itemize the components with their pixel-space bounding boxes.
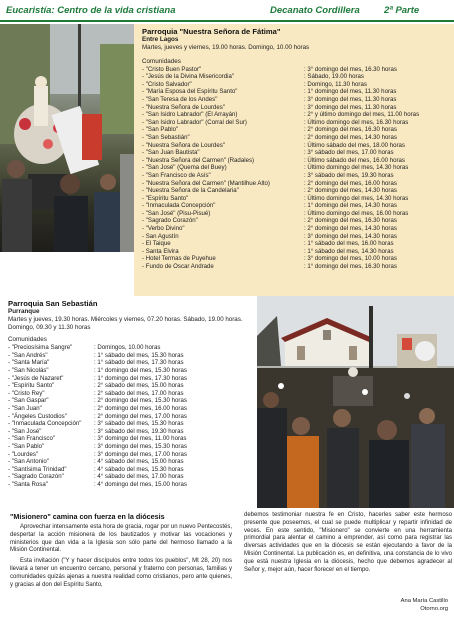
community-row (142, 88, 448, 96)
community-row (8, 420, 251, 428)
community-row (142, 66, 448, 74)
community-row (8, 413, 251, 421)
community-name: - "San Gaspar" (8, 397, 49, 405)
community-schedule: : 4° sábado del mes, 17.00 horas (94, 473, 184, 481)
community-row (8, 451, 251, 459)
community-schedule: : 2° domingo del mes, 14.30 horas (304, 187, 397, 195)
community-name: - "San Andrés" (8, 351, 48, 359)
community-row (142, 240, 448, 248)
community-name: - "Nuestra Señora del Carmen" (Mantilhue Alto) (142, 179, 270, 187)
community-schedule: : 1° sábado del mes, 15.30 horas (94, 351, 184, 359)
community-name: - "Espíritu Santo" (8, 382, 55, 390)
community-schedule: : 1° domingo del mes, 16.30 horas (304, 263, 397, 271)
community-name: - "San José" (Quema del Buey) (142, 164, 227, 172)
community-schedule: : 2° domingo del mes, 16.30 horas (304, 126, 397, 134)
community-schedule: : 2° y último domingo del mes, 11.00 horas (304, 111, 420, 119)
community-row (8, 435, 251, 443)
community-row (142, 157, 448, 165)
community-schedule: : 2° sábado del mes, 15.00 horas (94, 382, 184, 390)
community-schedule: : 4° sábado del mes, 15.30 horas (94, 465, 184, 473)
community-name: - "Ángeles Custodios" (8, 412, 67, 420)
community-row (8, 443, 251, 451)
community-row (8, 473, 251, 481)
article-misionero (0, 508, 454, 626)
community-schedule: : 3° sábado del mes, 19.30 horas (94, 427, 184, 435)
article-right-column (244, 512, 452, 577)
community-row (8, 481, 251, 489)
parish-san-sebastian-communities-list (8, 344, 251, 488)
community-row (142, 187, 448, 195)
community-row (142, 164, 448, 172)
community-row (8, 375, 251, 383)
community-row (142, 225, 448, 233)
community-schedule: : 3° sábado del mes, 19.30 horas (304, 171, 394, 179)
community-name: - San Agustín (142, 232, 179, 240)
parish-fatima-box (134, 24, 454, 296)
community-name: - "San Isidro Labrador" (El Arrayán) (142, 111, 238, 119)
community-name: - "Sagrado Corazón" (142, 217, 198, 225)
community-schedule: : 2° domingo del mes, 15.30 horas (94, 397, 187, 405)
header-rule (0, 20, 454, 22)
community-name: - "San Francisco de Asís" (142, 171, 211, 179)
community-name: - "San José" (8, 427, 42, 435)
community-name: - Hotel Termas de Puyehue (142, 255, 216, 263)
community-schedule: : 2° domingo del mes, 16.00 horas (94, 404, 187, 412)
community-schedule: : 3° domingo del mes, 17.00 horas (94, 450, 187, 458)
community-name: - "San Nicolás" (8, 366, 49, 374)
community-name: - "Nuestra Señora de Lourdes" (142, 103, 225, 111)
community-schedule: : 1° sábado del mes, 14.30 horas (304, 247, 394, 255)
community-schedule: : 3° sábado del mes, 17.00 horas (304, 149, 394, 157)
community-name: - Santa Elvira (142, 247, 179, 255)
community-row (142, 119, 448, 127)
community-schedule: : 1° domingo del mes, 15.30 horas (94, 366, 187, 374)
community-row (8, 405, 251, 413)
community-schedule: : 3° domingo del mes, 14.30 horas (304, 232, 397, 240)
community-schedule: : 2° sábado del mes, 17.00 horas (94, 389, 184, 397)
community-row (8, 344, 251, 352)
community-row (142, 180, 448, 188)
parish-san-sebastian-box (0, 296, 257, 508)
community-name: - "San Juan" (8, 404, 42, 412)
community-schedule: : Último domingo del mes, 16.00 horas (304, 209, 409, 217)
parish-san-sebastian-communities-label: Comunidades (8, 336, 47, 344)
community-name: - "San Isidro Labrador" (Corral del Sur) (142, 118, 247, 126)
community-schedule: : 3° domingo del mes, 11.30 horas (304, 103, 397, 111)
community-schedule: : Último domingo del mes, 14.30 horas (304, 194, 409, 202)
community-name: - "Lourdes" (8, 450, 39, 458)
community-schedule: : 1° sábado del mes, 16.00 horas (304, 240, 394, 248)
header-left-title: Eucaristía: Centro de la vida cristiana (6, 5, 176, 16)
community-schedule: : Último domingo del mes, 16.30 horas (304, 118, 409, 126)
community-schedule: : 4° sábado del mes, 15.00 horas (94, 458, 184, 466)
community-row (142, 172, 448, 180)
community-name: - "San José" (Pisu-Pisué) (142, 209, 211, 217)
community-schedule: : Domingos, 10.00 horas (94, 344, 161, 352)
community-name: - "San Sebastián" (142, 133, 190, 141)
community-name: - Fundo de Oscar Andrade (142, 263, 214, 271)
community-row (142, 81, 448, 89)
community-schedule: : 3° domingo del mes, 10.00 horas (304, 255, 397, 263)
community-name: - El Taique (142, 240, 171, 248)
community-name: - "Jesús de Nazaret" (8, 374, 64, 382)
community-name: - "San Pablo" (8, 442, 45, 450)
community-name: - "Inmaculada Concepción" (8, 420, 82, 428)
community-schedule: : 2° domingo del mes, 17.00 horas (94, 412, 187, 420)
community-row (8, 428, 251, 436)
community-row (8, 359, 251, 367)
community-name: - "Cristo Salvador" (142, 80, 192, 88)
community-row (142, 195, 448, 203)
parish-fatima-schedule: Martes, jueves y viernes, 19.00 horas. Domingo, 10.00 horas (142, 44, 310, 51)
community-name: - "San Francisco" (8, 435, 55, 443)
community-schedule: : 3° domingo del mes, 15.30 horas (94, 442, 187, 450)
community-schedule: : 3° domingo del mes, 11.30 horas (304, 95, 397, 103)
community-name: - "Espíritu Santo" (142, 194, 189, 202)
community-row (142, 149, 448, 157)
community-row (8, 367, 251, 375)
community-name: - "Santa María" (8, 359, 50, 367)
community-row (8, 466, 251, 474)
header-part: 2ª Parte (384, 5, 420, 16)
procession-photo (0, 24, 134, 252)
community-row (142, 134, 448, 142)
community-row (8, 397, 251, 405)
community-schedule: : 1° domingo del mes, 11.30 horas (304, 88, 397, 96)
community-name: - "Verbo Divino" (142, 225, 185, 233)
community-name: - "Cristo Rey" (8, 389, 45, 397)
community-row (8, 352, 251, 360)
community-name: - "San Teresa de los Andes" (142, 95, 218, 103)
community-row (142, 255, 448, 263)
parish-san-sebastian-town: Purranque (8, 308, 40, 315)
community-row (142, 217, 448, 225)
parish-fatima-town: Entre Lagos (142, 36, 179, 43)
community-name: - "Nuestra Señora de Lourdes" (142, 141, 225, 149)
community-schedule: : 2° domingo del mes, 14.30 horas (304, 225, 397, 233)
community-name: - "Jesús de la Divina Misericordia" (142, 73, 235, 81)
community-row (142, 142, 448, 150)
parish-san-sebastian-title: Parroquia San Sebastián (8, 299, 98, 308)
article-email: Otorno.org (420, 606, 448, 612)
community-row (142, 73, 448, 81)
community-row (142, 263, 448, 271)
community-row (8, 390, 251, 398)
church-crowd-photo (257, 296, 454, 508)
article-author: Ana María Castillo (400, 598, 448, 604)
community-schedule: : 1° domingo del mes, 17.30 horas (94, 374, 187, 382)
community-name: - "Cristo Buen Pastor" (142, 65, 202, 73)
community-name: - "Preciosísima Sangre" (8, 344, 73, 352)
article-paragraph-2: Esta invitación ("Y y hacer discípulos entre todos los pueblos", Mt 28, 20) nos llevará a tener un encuentro cercano, personal y fraterno con personas, familias y comunidades quizás ajenas a nuestra realidad como cristianos, pero ante quienes, y gracias al don del Espíritu Santo, (10, 558, 232, 588)
community-name: - "Nuestra Señora de la Candelaria" (142, 187, 239, 195)
article-left-column (10, 524, 232, 592)
community-name: - "Santísima Trinidad" (8, 465, 67, 473)
community-row (142, 248, 448, 256)
parish-fatima-communities-label: Comunidades (142, 57, 181, 65)
article-paragraph-3: debemos testimoniar nuestra fe en Cristo, hacerles saber este hermoso presente que poseemos, el cual se puede multiplicar y repartir infinidad de veces. En este sentido, "Misionero" se convierte en una herramienta primordial para alentar el camino a emprender, así como para registrar las diversas actividades que en la diócesis se están ejecutando a favor de la Misión Continental. La publicación es, en definitiva, una constancia de lo vivo que está nuestra Iglesia en la diócesis, hecho que debemos agradecer al Señor y, mejor aún, hacer florecer en el tiempo. (244, 512, 452, 573)
community-schedule: : Sábado, 19.00 horas (304, 73, 364, 81)
parish-fatima-communities-list (142, 66, 448, 271)
community-schedule: : Domingo, 11.30 horas (304, 80, 367, 88)
parish-fatima-title: Parroquia "Nuestra Señora de Fátima" (142, 27, 281, 36)
community-name: - "Santa Rosa" (8, 480, 48, 488)
community-schedule: : 4° domingo del mes, 15.00 horas (94, 480, 187, 488)
community-name: - "Sagrado Corazón" (8, 473, 64, 481)
community-name: - "San Juan Bautista" (142, 149, 200, 157)
community-row (142, 111, 448, 119)
community-schedule: : 2° domingo del mes, 16.00 horas (304, 179, 397, 187)
community-schedule: : Último sábado del mes, 16.00 horas (304, 156, 405, 164)
community-row (142, 104, 448, 112)
community-schedule: : 3° domingo del mes, 16.30 horas (304, 65, 397, 73)
community-row (142, 233, 448, 241)
community-name: - "Inmaculada Concepción" (142, 202, 216, 210)
community-schedule: : 1° sábado del mes, 17.30 horas (94, 359, 184, 367)
community-schedule: : 3° sábado del mes, 15.30 horas (94, 420, 184, 428)
page-header (0, 0, 454, 22)
community-row (142, 202, 448, 210)
community-row (142, 96, 448, 104)
community-name: - "San Antonio" (8, 458, 49, 466)
community-schedule: : 2° domingo del mes, 16.30 horas (304, 217, 397, 225)
community-row (8, 458, 251, 466)
community-schedule: : Último domingo del mes, 14.30 horas (304, 164, 409, 172)
community-name: - "Nuestra Señora del Carmen" (Radales) (142, 156, 255, 164)
community-row (8, 382, 251, 390)
community-schedule: : Último sábado del mes, 18.00 horas (304, 141, 405, 149)
parish-san-sebastian-schedule: Martes y jueves, 19.30 horas. Miércoles y viernes, 07.20 horas. Sábado, 19.00 horas. Domingo, 09.30 y 11.30 horas (8, 316, 243, 331)
community-schedule: : 2° domingo del mes, 14.30 horas (304, 133, 397, 141)
community-name: - "San Pablo" (142, 126, 179, 134)
community-row (142, 126, 448, 134)
community-row (142, 210, 448, 218)
article-title: "Misionero" camina con fuerza en la diócesis (10, 512, 165, 521)
community-schedule: : 1° domingo del mes, 14.30 horas (304, 202, 397, 210)
community-schedule: : 3° domingo del mes, 11.00 horas (94, 435, 187, 443)
header-deanery: Decanato Cordillera (270, 5, 360, 16)
article-paragraph-1: Aprovechar intensamente esta hora de gracia, rogar por un nuevo Pentecostés, despertar la acción misionera de los bautizados y motivar las vocaciones y ministerios que dan vida a la Iglesia son sólo parte del hermoso llamado a la Misión Continental. (10, 524, 232, 554)
community-name: - "María Esposa del Espíritu Santo" (142, 88, 238, 96)
